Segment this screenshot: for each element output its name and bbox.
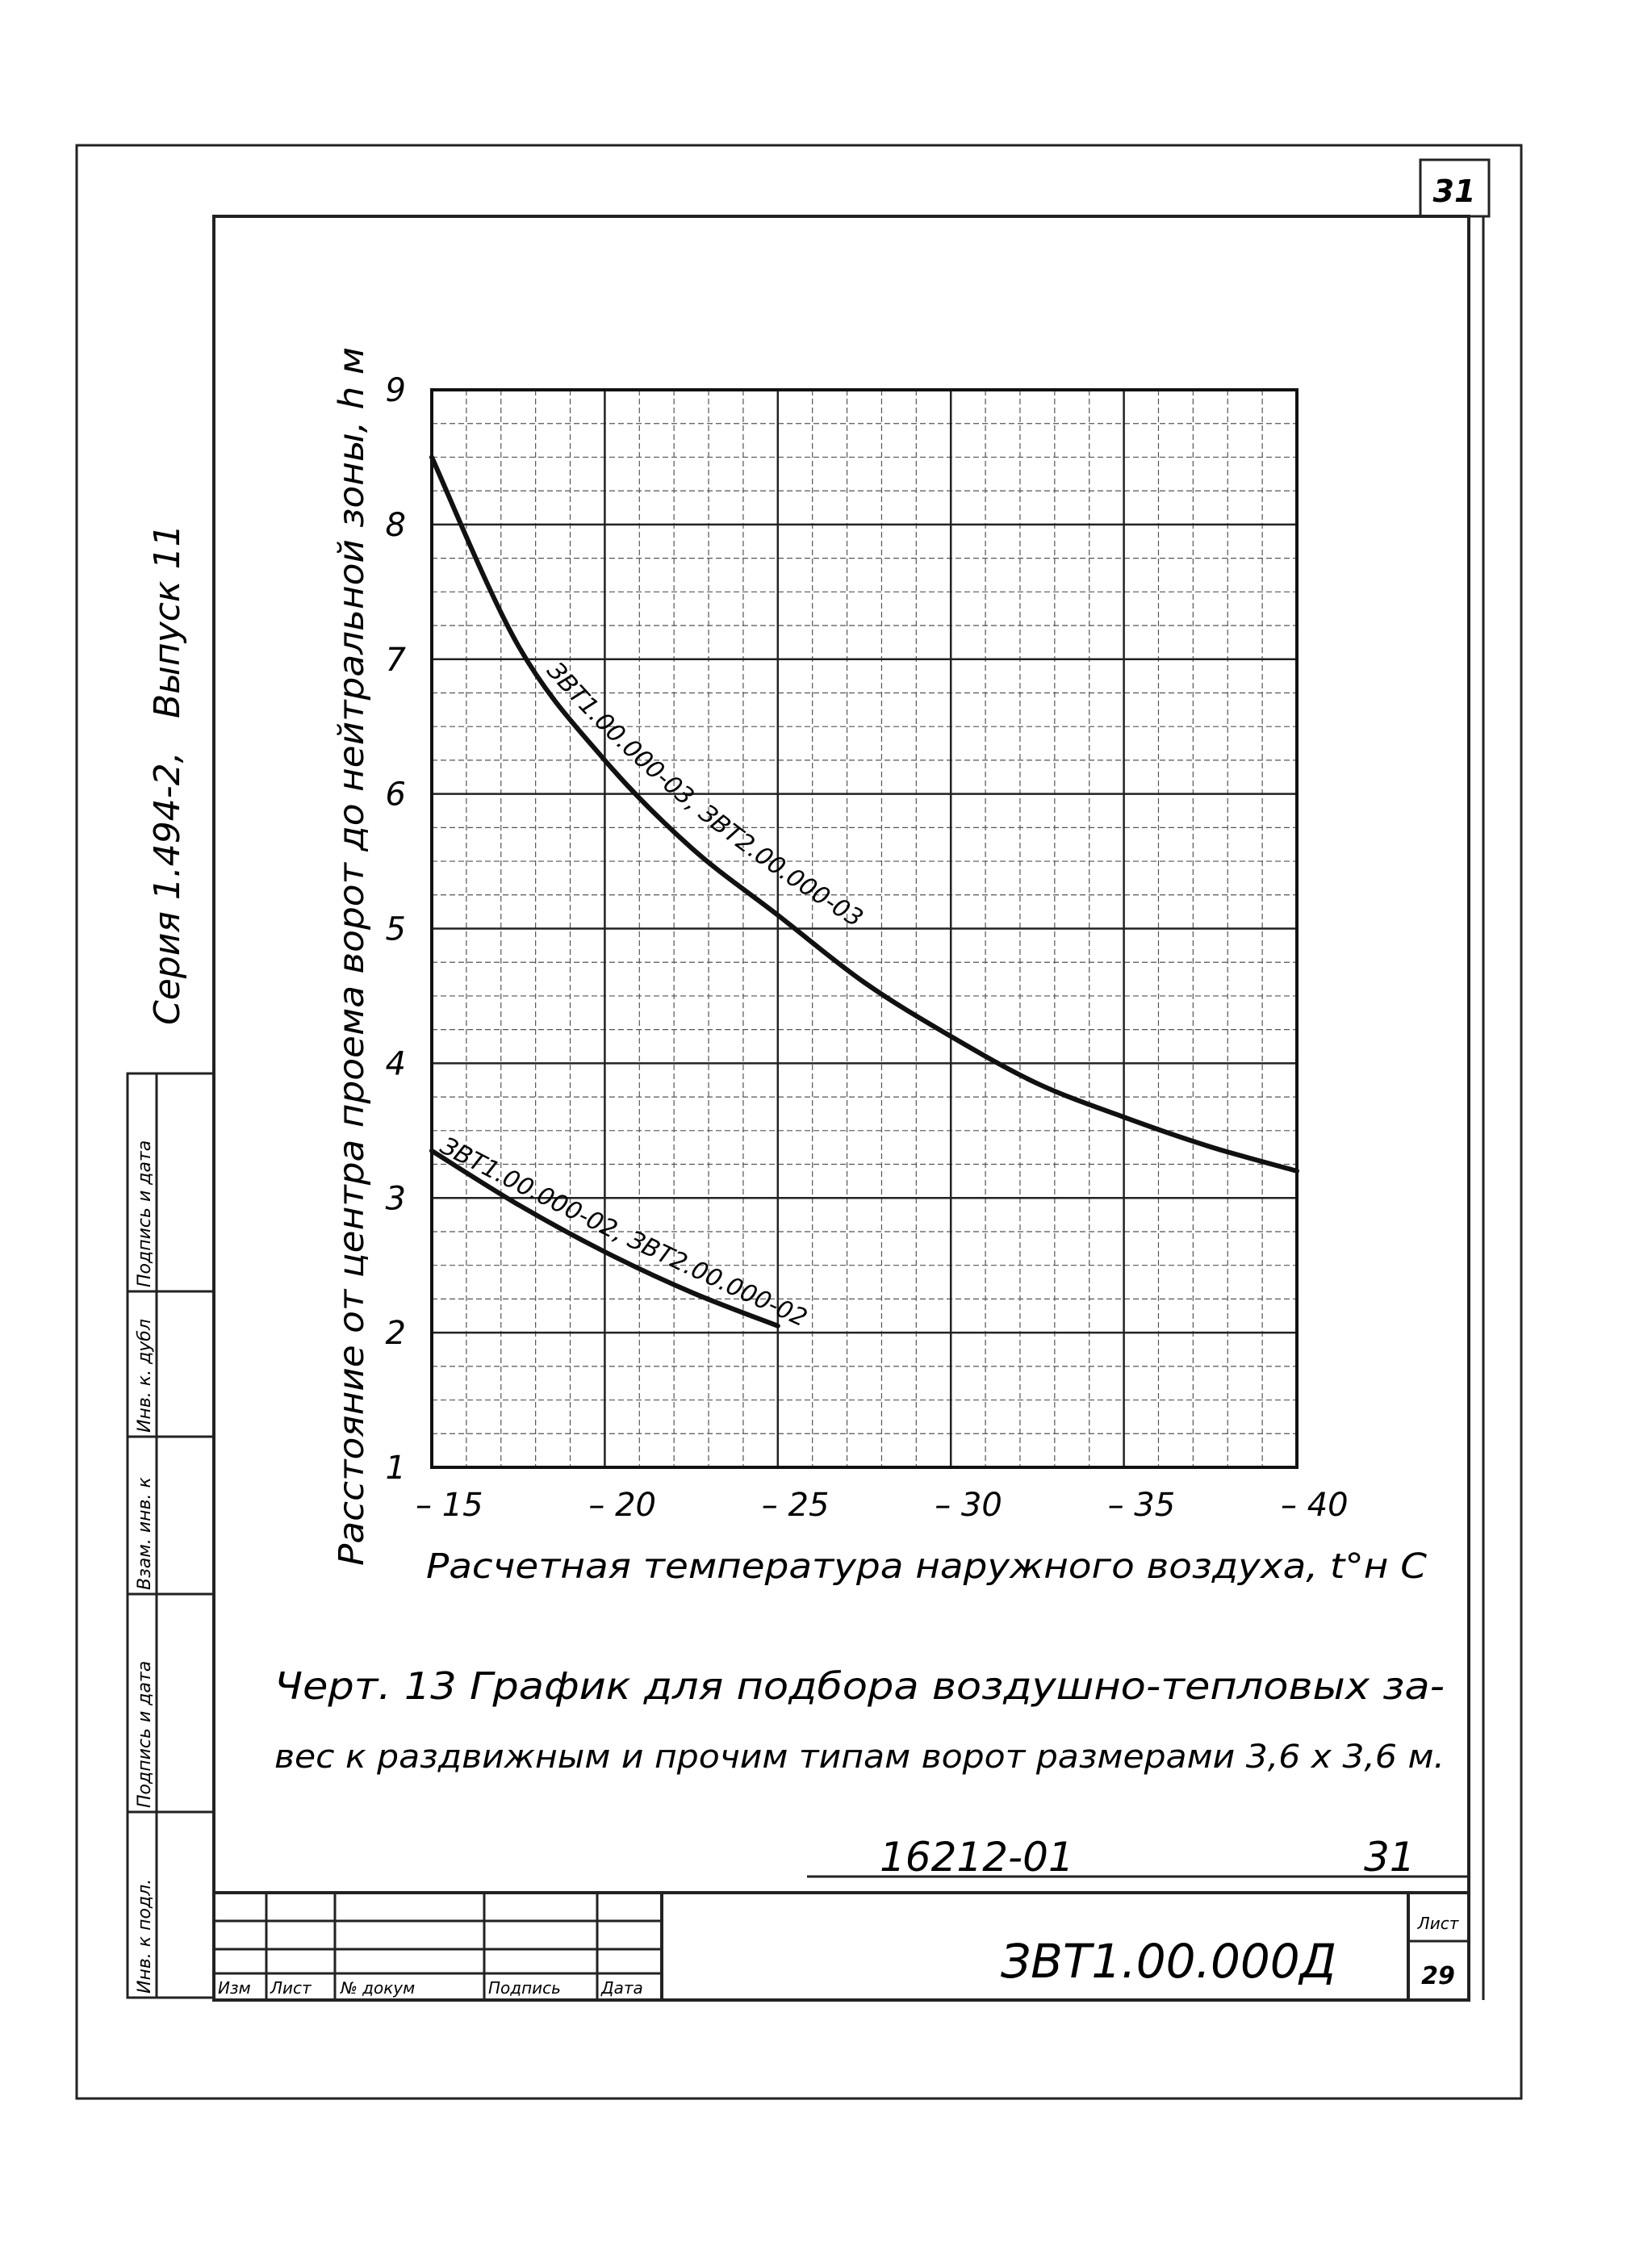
tb-col-izm: Изм	[218, 1978, 251, 1998]
x-tick-labels	[416, 1487, 1349, 1524]
tb-col-date: Дата	[601, 1978, 643, 1998]
x-tick-label: – 25	[761, 1487, 830, 1524]
series-label-1	[541, 657, 868, 933]
x-tick-label: – 30	[935, 1487, 1002, 1524]
y-tick-label: 9	[385, 372, 406, 409]
corner-page-number: 31	[1432, 174, 1476, 209]
y-tick-label: 4	[385, 1045, 406, 1083]
series-label-2	[436, 1132, 811, 1333]
doc-code-page: 31	[1364, 1834, 1416, 1881]
doc-code: 16212-01	[880, 1834, 1074, 1881]
stamp-cell-2: Инв. к. дубл	[135, 1319, 155, 1433]
stamp-cell-1: Подпись и дата	[135, 1140, 155, 1287]
stamp-cell-3: Взам. инв. к	[135, 1477, 155, 1590]
x-tick-label: – 35	[1107, 1487, 1176, 1524]
stamp-cell-4: Подпись и дата	[135, 1660, 155, 1808]
chart	[332, 347, 1427, 1587]
caption-line-2: вес к раздвижным и прочим типам ворот размерами 3,6 х 3,6 м.	[274, 1739, 1445, 1776]
outer-border	[77, 145, 1521, 2099]
caption-line-1: Черт. 13 График для подбора воздушно-тепловых за-	[274, 1664, 1445, 1708]
stamp-cell-5: Инв. к подл.	[135, 1878, 155, 1994]
sheet-label: Лист	[1417, 1914, 1459, 1933]
tb-col-sign: Подпись	[488, 1978, 561, 1998]
y-tick-labels	[386, 372, 407, 1487]
y-tick-label: 8	[385, 506, 406, 544]
series-label-text: ЗВТ1.00.000-02, ЗВТ2.00.000-02	[435, 1132, 812, 1333]
tb-col-doc: № докум	[341, 1978, 416, 1998]
y-tick-label: 7	[385, 641, 406, 679]
x-tick-label: – 40	[1281, 1487, 1349, 1524]
series-label: Серия 1.494-2,	[147, 751, 188, 1025]
y-axis-title: Расстояние от центра проема ворот до нейтральной зоны, h м	[332, 411, 372, 1566]
issue-label: Выпуск 11	[147, 524, 188, 718]
x-tick-label: – 20	[588, 1487, 657, 1524]
x-axis-title: Расчетная температура наружного воздуха, t°н С	[426, 1546, 1427, 1587]
sheet-number: 29	[1421, 1962, 1455, 1990]
grid-major	[432, 390, 1297, 1467]
y-tick-label: 1	[385, 1450, 406, 1487]
y-tick-label: 6	[385, 776, 406, 814]
series-label-text: ЗВТ1.00.000-03, ЗВТ2.00.000-03	[541, 656, 868, 933]
series-layer	[432, 457, 1297, 1334]
y-tick-label: 3	[385, 1180, 406, 1218]
inner-frame	[214, 216, 1469, 2000]
y-tick-label: 2	[385, 1315, 406, 1353]
y-tick-label: 5	[385, 910, 406, 948]
x-tick-label: – 15	[416, 1487, 483, 1524]
designation: ЗВТ1.00.000Д	[1001, 1934, 1336, 1989]
tb-col-list: Лист	[270, 1978, 312, 1998]
